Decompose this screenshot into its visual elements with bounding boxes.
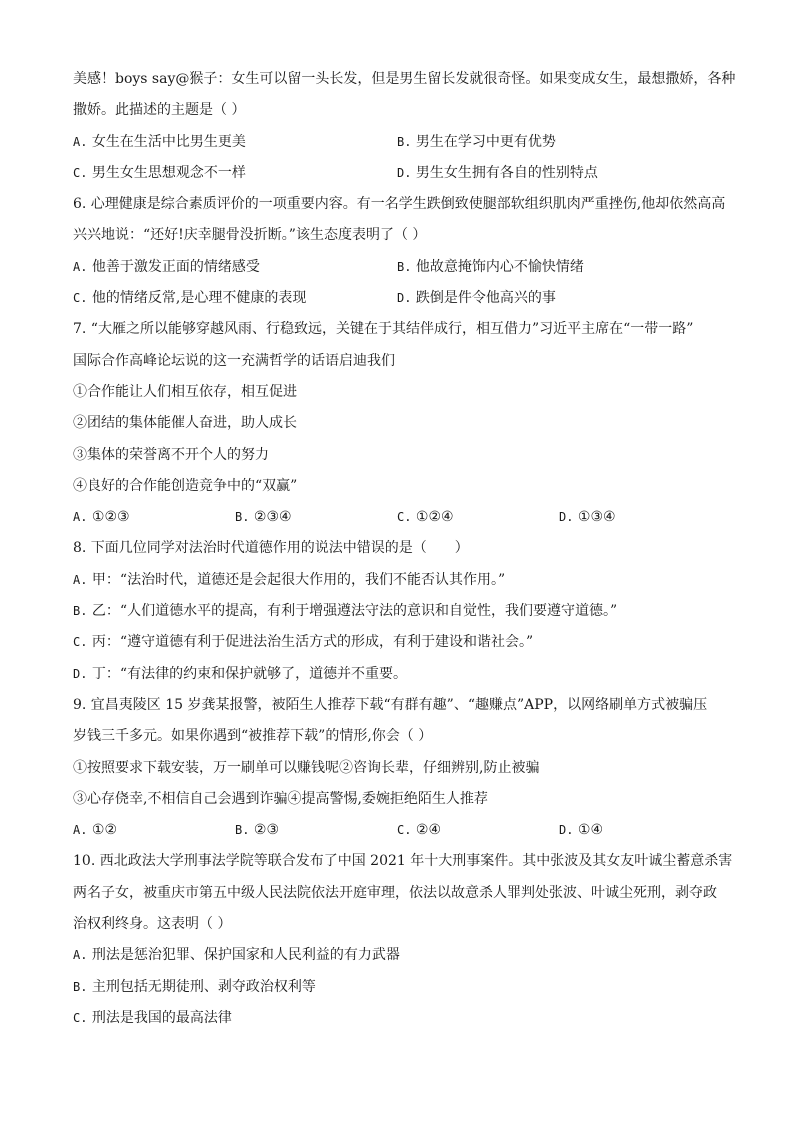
question-stem-line: 两名子女，被重庆市第五中级人民法院依法开庭审理，依法以故意杀人罪判处张波、叶诚尘死刑，剥夺政 xyxy=(73,884,717,901)
option-b: B. 乙：“人们道德水平的提高，有利于增强遵法守法的意识和自觉性，我们要遵守道德。” xyxy=(73,603,618,620)
option-c: C. 刑法是我国的最高法律 xyxy=(73,1009,232,1026)
option-b: B. 主刑包括无期徒刑、剥夺政治权利等 xyxy=(73,978,316,995)
option-c: C. ②④ xyxy=(397,822,442,839)
statement-item: ③心存侥幸,不相信自己会遇到诈骗④提高警惕,委婉拒绝陌生人推荐 xyxy=(73,790,488,807)
option-d: D. ①④ xyxy=(559,822,604,839)
option-b: B. ②③ xyxy=(235,822,280,839)
options-row xyxy=(73,252,725,283)
option-b: B. ②③④ xyxy=(235,509,292,526)
statement-item: ①合作能让人们相互依存，相互促进 xyxy=(73,383,297,400)
option-a: A. ①② xyxy=(73,822,118,839)
question-stem-line: 撒娇。此描述的主题是（ ） xyxy=(73,102,246,119)
option-d: D. ①③④ xyxy=(559,509,616,526)
question-stem-line: 8. 下面几位同学对法治时代道德作用的说法中错误的是（ ） xyxy=(73,540,469,557)
options-row xyxy=(73,815,725,846)
option-c: C. 男生女生思想观念不一样 xyxy=(73,164,246,181)
statement-item: ②团结的集体能催人奋进，助人成长 xyxy=(73,415,297,432)
option-c: C. ①②④ xyxy=(397,509,454,526)
option-b: B. 他故意掩饰内心不愉快情绪 xyxy=(397,258,584,275)
question-5 xyxy=(73,64,736,189)
statement-item: ④良好的合作能创造竞争中的“双赢” xyxy=(73,477,298,494)
question-7 xyxy=(73,314,725,533)
question-stem-line: 国际合作高峰论坛说的这一充满哲学的话语启迪我们 xyxy=(73,352,395,369)
question-stem-line: 岁钱三千多元。如果你遇到“被推荐下载”的情形,你会（ ） xyxy=(73,728,433,745)
option-b: B. 男生在学习中更有优势 xyxy=(397,133,556,150)
option-d: D. 跌倒是件令他高兴的事 xyxy=(397,290,556,307)
options-row xyxy=(73,283,725,314)
options-row xyxy=(73,158,725,189)
option-a: A. 女生在生活中比男生更美 xyxy=(73,133,246,150)
options-row xyxy=(73,127,725,158)
option-a: A. 甲：“法治时代，道德还是会起很大作用的，我们不能否认其作用。” xyxy=(73,571,506,588)
option-a: A. ①②③ xyxy=(73,509,130,526)
question-stem-line: 6. 心理健康是综合素质评价的一项重要内容。有一名学生跌倒致使腿部软组织肌肉严重挫伤,他却依然高高 xyxy=(73,196,726,213)
question-6 xyxy=(73,189,725,314)
question-10 xyxy=(73,846,733,1034)
question-stem-line: 治权利终身。这表明（ ） xyxy=(73,916,232,933)
options-row xyxy=(73,502,725,533)
option-c: C. 他的情绪反常,是心理不健康的表现 xyxy=(73,290,307,307)
exam-page xyxy=(73,64,736,1034)
statement-item: ①按照要求下载安装，万一刷单可以赚钱呢②咨询长辈，仔细辨别,防止被骗 xyxy=(73,759,540,776)
question-stem-line: 美感！boys say@猴子：女生可以留一头长发，但是男生留长发就很奇怪。如果变成女生，最想撒娇，各种 xyxy=(73,71,736,87)
statement-item: ③集体的荣誉离不开个人的努力 xyxy=(73,446,269,463)
option-a: A. 刑法是惩治犯罪、保护国家和人民利益的有力武器 xyxy=(73,947,400,964)
option-a: A. 他善于激发正面的情绪感受 xyxy=(73,258,260,275)
question-stem-line: 7. “大雁之所以能够穿越风雨、行稳致远，关键在于其结伴成行，相互借力”习近平主席在“一带一路” xyxy=(73,321,694,338)
question-stem-line: 9. 宜昌夷陵区 15 岁龚某报警，被陌生人推荐下载“有群有趣”、“趣赚点”APP，以网络刷单方式被骗压 xyxy=(73,696,708,713)
question-stem-line: 兴兴地说：“还好!庆幸腿骨没折断。”该生态度表明了（ ） xyxy=(73,227,427,244)
question-stem-line: 10. 西北政法大学刑事法学院等联合发布了中国 2021 年十大刑事案件。其中张波及其女友叶诚尘蓄意杀害 xyxy=(73,853,733,870)
question-8 xyxy=(73,533,725,689)
question-9 xyxy=(73,690,725,846)
option-d: D. 丁：“有法律的约束和保护就够了，道德并不重要。 xyxy=(73,665,408,682)
option-c: C. 丙：“遵守道德有利于促进法治生活方式的形成，有利于建设和谐社会。” xyxy=(73,634,534,651)
option-d: D. 男生女生拥有各自的性别特点 xyxy=(397,164,598,181)
